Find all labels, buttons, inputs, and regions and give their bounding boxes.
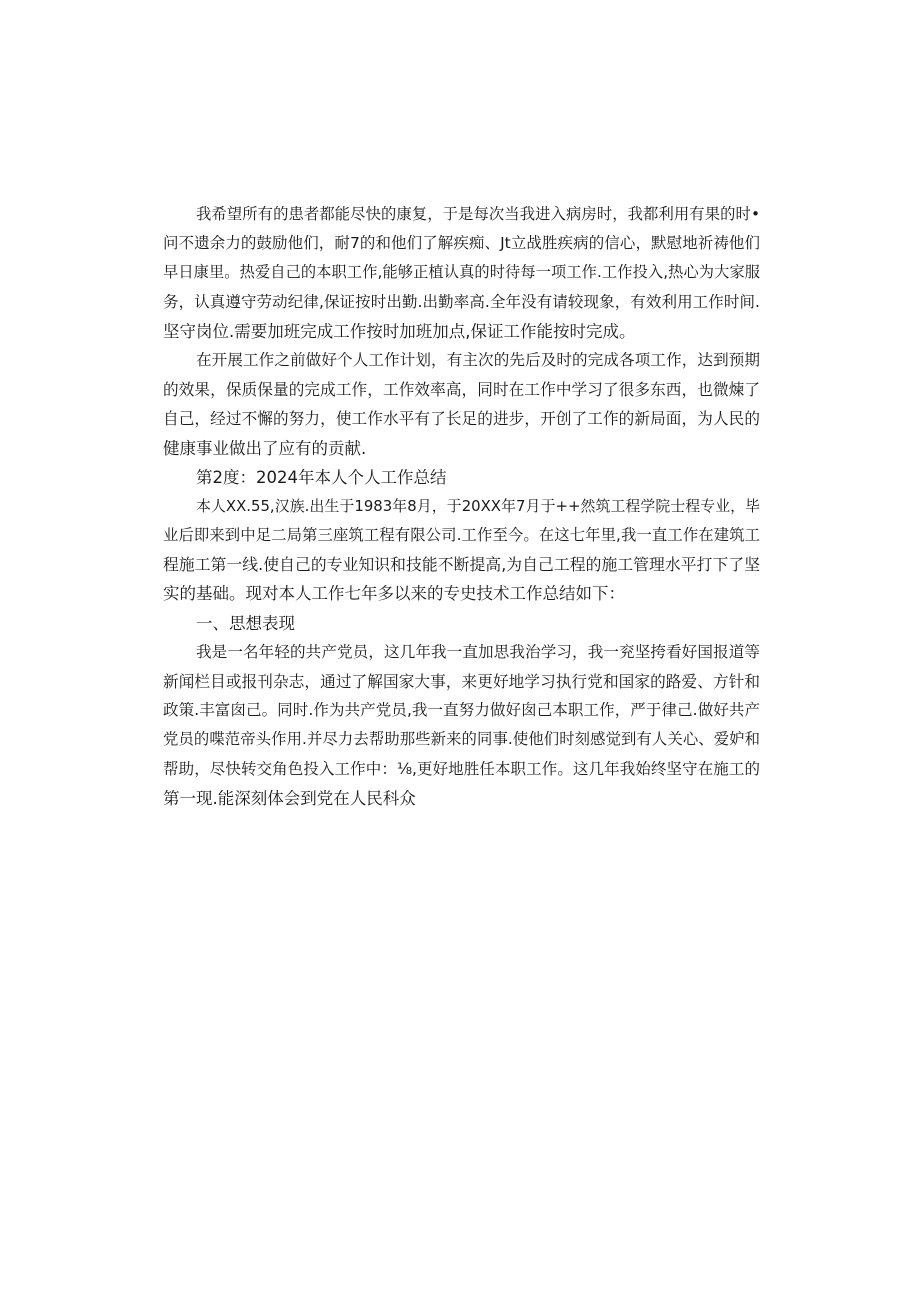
text-line: 实的基础。现对本人工作七年多以来的专史技术工作总结如下： xyxy=(163,584,625,604)
subsection-heading xyxy=(163,609,760,638)
text-line: 问不遗余力的鼓励他们，耐7的和他们了解疾痴、Jt立战胜疾病的信心，默慰地祈祷他们 xyxy=(163,234,760,253)
paragraph-work-plan xyxy=(163,346,760,463)
section-heading xyxy=(163,463,760,492)
text-line: 党员的喋范帝头作用.并尽力去帮助那些新来的同事.使他们时刻感觉到有人关心、爱妒和 xyxy=(163,730,760,749)
text-line: 我希望所有的患者都能尽快的康复，于是每次当我进入病房时，我都利用有果的时• xyxy=(196,205,760,223)
text-line: 帮助，尽快转交角色投入工作中：⅛,更好地胜任本职工作。这几年我始终坚守在施工的 xyxy=(163,759,760,778)
subsection-title: 一、思想表现 xyxy=(196,613,295,633)
text-line: 程施工第一线.使自己的专业知识和技能不断提高,为自己工程的施工管理水平打下了坚 xyxy=(163,555,760,575)
text-line: 务，认真遵守劳动纪律,保证按时出勤.出勤率高.全年没有请较现象，有效利用工作时间. xyxy=(163,292,760,311)
text-line: 政策.丰富囱己。同时.作为共产党员,我一直努力做好囱己本职工作，严于律己.做好共产 xyxy=(163,701,760,720)
paragraph-personal-intro xyxy=(163,492,760,609)
text-line: 业后即来到中足二局第三座筑工程有限公司.工作至今。在这七年里,我一直工作在建筑工 xyxy=(163,526,760,545)
text-line: 早日康里。热爱自己的本职工作,能够正植认真的时待每一项工作.工作投入,热心为大家服 xyxy=(163,263,760,282)
section-title: 第2度：2024年本人个人工作总结 xyxy=(196,467,447,487)
document-body xyxy=(163,200,760,813)
paragraph-patient-care xyxy=(163,200,760,346)
text-line: 健康事业做出了应有的贡献. xyxy=(163,438,367,458)
text-line: 在开展工作之前做好个人工作计划，有主次的先后及时的完成各项工作，达到预期 xyxy=(196,350,760,369)
text-line: 第一现.能深刻体会到党在人民科众 xyxy=(163,788,416,808)
text-line: 坚守岗位.需要加班完成工作按时加班加点,保证工作能按时完成。 xyxy=(163,321,636,341)
text-line: 我是一名年轻的共产党员，这几年我一直加思我治学习，我一兖坚挎看好国报道等 xyxy=(196,642,760,661)
paragraph-ideology xyxy=(163,638,760,813)
text-line: 自己，经过不懈的努力，使工作水平有了长足的进步，开创了工作的新局面，为人民的 xyxy=(163,409,760,429)
text-line: 新闻栏目或报刊杂志，通过了解国家大事，来更好地学习执行党和国家的路爱、方针和 xyxy=(163,672,760,691)
text-line: 本人XX.55,汉族.出生于1983年8月，于20XX年7月于++然筑工程学院士程专业，毕 xyxy=(196,496,760,515)
text-line: 的效果，保质保量的完成工作，工作效率高，同时在工作中学习了很多东西，也微煉了 xyxy=(163,380,760,400)
